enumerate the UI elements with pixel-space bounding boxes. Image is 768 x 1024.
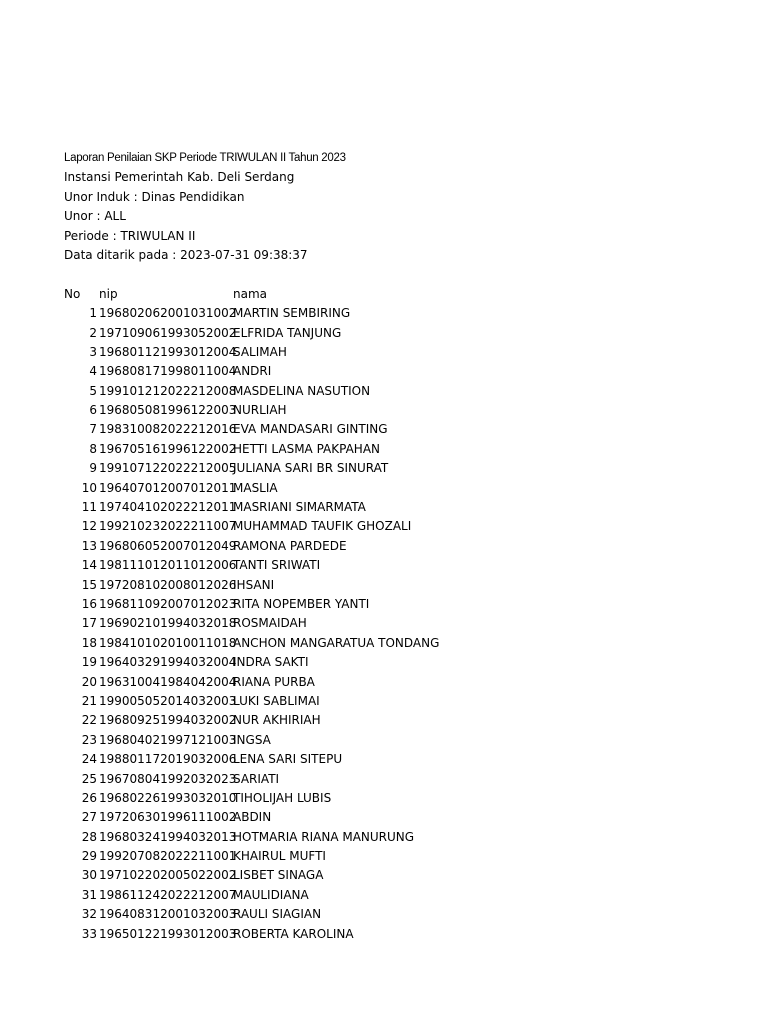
cell-no: 31 <box>81 887 97 902</box>
table-row <box>64 789 724 808</box>
unor-induk-line: Unor Induk : Dinas Pendidikan <box>64 189 245 204</box>
unor-line: Unor : ALL <box>64 209 126 224</box>
table-row <box>64 459 724 478</box>
table-row <box>64 828 724 847</box>
cell-nama: TANTI SRIWATI <box>233 558 321 573</box>
cell-nama: JULIANA SARI BR SINURAT <box>233 461 389 476</box>
cell-nip: 198410102010011018 <box>99 635 237 650</box>
cell-nama: MASLIA <box>233 480 278 495</box>
cell-nip: 196708041992032023 <box>99 771 237 786</box>
cell-nip: 196408312001032003 <box>99 907 237 922</box>
table-row <box>64 692 724 711</box>
report-title: Laporan Penilaian SKP Periode TRIWULAN II Tahun 2023 <box>64 152 346 164</box>
cell-no: 24 <box>81 752 97 767</box>
cell-nip: 199210232022211007 <box>99 519 237 534</box>
cell-nip: 196501221993012003 <box>99 926 237 941</box>
cell-no: 13 <box>81 538 97 553</box>
instansi-line: Instansi Pemerintah Kab. Deli Serdang <box>64 170 295 185</box>
cell-no: 27 <box>81 810 97 825</box>
cell-nip: 196809251994032002 <box>99 713 237 728</box>
cell-nip: 199101212022212008 <box>99 383 237 398</box>
cell-nip: 198611242022212007 <box>99 887 237 902</box>
cell-nama: ROBERTA KAROLINA <box>233 926 354 941</box>
cell-nama: LISBET SINAGA <box>233 868 324 883</box>
cell-nama: MUHAMMAD TAUFIK GHOZALI <box>233 519 412 534</box>
cell-nama: RITA NOPEMBER YANTI <box>233 596 370 611</box>
cell-nama: MARTIN SEMBIRING <box>233 306 351 321</box>
cell-nama: TIHOLIJAH LUBIS <box>233 790 332 805</box>
cell-no: 11 <box>81 500 97 515</box>
cell-no: 18 <box>81 635 97 650</box>
column-header-no: No <box>64 286 81 301</box>
cell-no: 5 <box>89 383 97 398</box>
cell-no: 4 <box>89 364 97 379</box>
cell-no: 16 <box>81 596 97 611</box>
cell-nama: EVA MANDASARI GINTING <box>233 422 388 437</box>
table-header-row <box>64 285 724 304</box>
cell-no: 10 <box>81 480 97 495</box>
cell-nama: INDRA SAKTI <box>233 655 309 670</box>
cell-nama: KHAIRUL MUFTI <box>233 849 326 864</box>
cell-nama: IHSANI <box>233 577 275 592</box>
cell-nama: RIANA PURBA <box>233 674 315 689</box>
cell-no: 1 <box>89 306 97 321</box>
table-row <box>64 770 724 789</box>
cell-nip: 196705161996122002 <box>99 441 237 456</box>
table-row <box>64 576 724 595</box>
cell-nama: ABDIN <box>233 810 272 825</box>
cell-nama: NURLIAH <box>233 403 287 418</box>
table-row <box>64 382 724 401</box>
cell-nama: ANCHON MANGARATUA TONDANG <box>233 635 440 650</box>
cell-nip: 198310082022212016 <box>99 422 237 437</box>
cell-no: 7 <box>89 422 97 437</box>
table-row <box>64 634 724 653</box>
table-row <box>64 401 724 420</box>
table-row <box>64 653 724 672</box>
table-row <box>64 595 724 614</box>
table-row <box>64 304 724 323</box>
table-row <box>64 479 724 498</box>
cell-no: 12 <box>81 519 97 534</box>
table-row <box>64 343 724 362</box>
cell-nama: ROSMAIDAH <box>233 616 307 631</box>
cell-nama: ELFRIDA TANJUNG <box>233 325 342 340</box>
data-ditarik-line: Data ditarik pada : 2023-07-31 09:38:37 <box>64 247 308 262</box>
cell-nama: RAULI SIAGIAN <box>233 907 322 922</box>
cell-no: 26 <box>81 790 97 805</box>
cell-nama: SALIMAH <box>233 344 287 359</box>
cell-no: 2 <box>89 325 97 340</box>
cell-no: 30 <box>81 868 97 883</box>
table-row <box>64 673 724 692</box>
cell-nip: 197206301996111002 <box>99 810 237 825</box>
cell-nip: 196808171998011004 <box>99 364 237 379</box>
table-row <box>64 614 724 633</box>
cell-nama: ANDRI <box>233 364 272 379</box>
table-row <box>64 556 724 575</box>
table-row <box>64 324 724 343</box>
table-row <box>64 362 724 381</box>
cell-no: 23 <box>81 732 97 747</box>
cell-no: 9 <box>89 461 97 476</box>
periode-line: Periode : TRIWULAN II <box>64 228 196 243</box>
cell-nama: INGSA <box>233 732 271 747</box>
cell-nip: 196310041984042004 <box>99 674 237 689</box>
cell-nip: 199107122022212005 <box>99 461 237 476</box>
cell-no: 21 <box>81 693 97 708</box>
cell-no: 15 <box>81 577 97 592</box>
cell-no: 20 <box>81 674 97 689</box>
cell-nama: NUR AKHIRIAH <box>233 713 321 728</box>
cell-nip: 196407012007012011 <box>99 480 237 495</box>
cell-nip: 197208102008012026 <box>99 577 237 592</box>
table-row <box>64 517 724 536</box>
cell-no: 28 <box>81 829 97 844</box>
cell-no: 8 <box>89 441 97 456</box>
cell-no: 25 <box>81 771 97 786</box>
cell-nip: 196811092007012023 <box>99 596 237 611</box>
cell-nama: RAMONA PARDEDE <box>233 538 347 553</box>
table-row <box>64 440 724 459</box>
spacer <box>64 265 724 284</box>
column-header-nip: nip <box>99 286 118 301</box>
cell-no: 3 <box>89 344 97 359</box>
table-row <box>64 808 724 827</box>
cell-nama: HETTI LASMA PAKPAHAN <box>233 441 381 456</box>
cell-nip: 196802062001031002 <box>99 306 237 321</box>
table-row <box>64 925 724 944</box>
cell-nip: 196801121993012004 <box>99 344 237 359</box>
cell-nip: 197404102022212011 <box>99 500 237 515</box>
cell-no: 29 <box>81 849 97 864</box>
cell-nama: SARIATI <box>233 771 280 786</box>
table-row <box>64 731 724 750</box>
table-row <box>64 750 724 769</box>
cell-nip: 197102202005022002 <box>99 868 237 883</box>
cell-no: 32 <box>81 907 97 922</box>
cell-nip: 196806052007012049 <box>99 538 237 553</box>
cell-nip: 196805081996122003 <box>99 403 237 418</box>
cell-nama: LUKI SABLIMAI <box>233 693 320 708</box>
report-document <box>64 149 724 944</box>
cell-nip: 198111012011012006 <box>99 558 237 573</box>
cell-nama: LENA SARI SITEPU <box>233 752 343 767</box>
cell-nip: 196802261993032010 <box>99 790 237 805</box>
column-header-nama: nama <box>233 286 268 301</box>
table-row <box>64 420 724 439</box>
cell-no: 17 <box>81 616 97 631</box>
cell-no: 19 <box>81 655 97 670</box>
table-row <box>64 847 724 866</box>
table-row <box>64 905 724 924</box>
table-row <box>64 866 724 885</box>
cell-no: 6 <box>89 403 97 418</box>
table-row <box>64 886 724 905</box>
table-row <box>64 537 724 556</box>
cell-nip: 198801172019032006 <box>99 752 237 767</box>
cell-nip: 199005052014032003 <box>99 693 237 708</box>
cell-nama: MASRIANI SIMARMATA <box>233 500 366 515</box>
cell-nama: HOTMARIA RIANA MANURUNG <box>233 829 415 844</box>
cell-nama: MAULIDIANA <box>233 887 309 902</box>
table-row <box>64 711 724 730</box>
cell-nip: 199207082022211001 <box>99 849 237 864</box>
table-row <box>64 498 724 517</box>
cell-nama: MASDELINA NASUTION <box>233 383 371 398</box>
cell-nip: 196902101994032018 <box>99 616 237 631</box>
cell-no: 14 <box>81 558 97 573</box>
cell-no: 33 <box>81 926 97 941</box>
table-body <box>64 304 724 944</box>
cell-nip: 196803241994032013 <box>99 829 237 844</box>
cell-nip: 196804021997121003 <box>99 732 237 747</box>
cell-no: 22 <box>81 713 97 728</box>
cell-nip: 197109061993052002 <box>99 325 237 340</box>
cell-nip: 196403291994032004 <box>99 655 237 670</box>
